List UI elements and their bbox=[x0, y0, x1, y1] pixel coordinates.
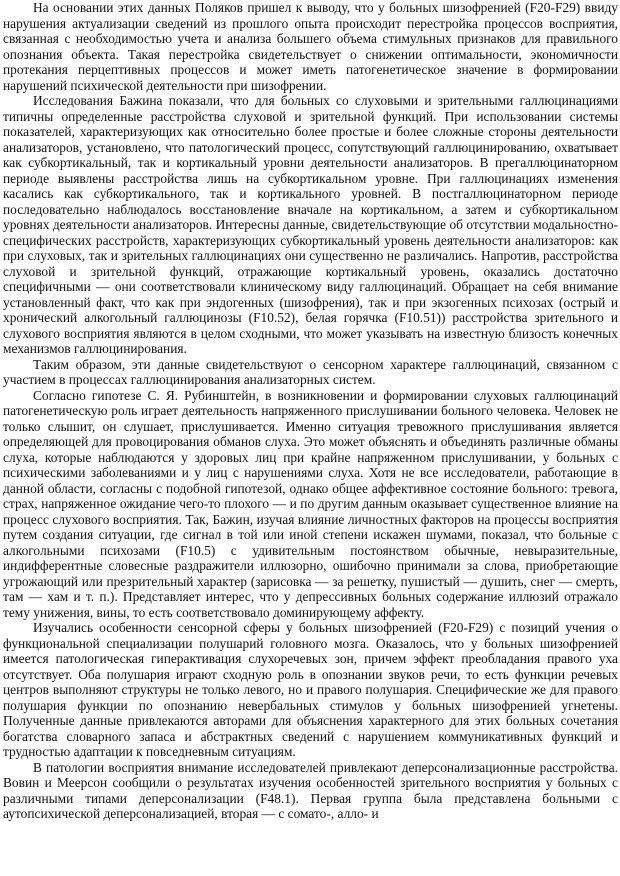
paragraph-rubinstein-hypothesis: Согласно гипотезе С. Я. Рубинштейн, в возникновении и формировании слуховых галлюцинаций патогенетическую роль играет деятельность напряженного прислушивании больного человека. Человек не только слышит, он слушает, прислушивается. Именно ситуация тревожного прислушивания является определяющей для провоцирования обманов слуха. Это может объяснять и объединять различные обманы слуха, которые наблюдаются у здоровых лиц при крайне напряженном прислушивании, у больных с психическими заболеваниями и у лиц с нарушениями слуха. Хотя не все исследователи, работающие в данной области, согласны с подобной гипотезой, однако общее аффективное состояние больного: тревога, страх, напряженное ожидание чего-то плохого — и по другим данным оказывает существенное влияние на процесс слухового восприятия. Так, Бажин, изучая влияние личностных факторов на процессы восприятия путем создания ситуации, где сигнал в той или иной степени искажен шумами, показал, что больные с алкогольными психозами (F10.5) с удивительным постоянством обычные, невыразительные, индифферентные словесные раздражители иллюзорно, ошибочно принимали за слова, приобретающие угрожающий или презрительный характер (зарисовка — за решетку, пушистый — душить, снег — смерть, там — хам и т. п.). Представляет интерес, что у депрессивных больных содержание иллюзий отражало тему унижения, вины, то есть соответствовало доминирующему аффекту. bbox=[3, 387, 618, 620]
paragraph-bazhin-hallucinations: Исследования Бажина показали, что для больных со слуховыми и зрительными галлюцинациями типичны определенные расстройства слуховой и зрительной функций. При использовании системы показателей, характеризующих как относительно более простые и более сложные стороны деятельности анализаторов, установлено, что патологический процесс, сопутствующий галлюцинированию, охватывает как субкортикальный, так и кортикальный уровни деятельности анализаторов. В прегаллюцинаторном периоде выявлены расстройства лишь на субкортикальном уровне. При галлюцинациях изменения касались как субкортикального, так и кортикального уровней. В постгаллюцинаторном периоде последовательно наблюдалось восстановление вначале на кортикальном, а затем и субкортикальном уровнях деятельности анализаторов. Интересны данные, свидетельствующие об отсутствии модальностно-специфических расстройств, характеризующих субкортикальный уровень деятельности анализаторов: как при слуховых, так и зрительных галлюцинациях они существенно не различались. Напротив, расстройства слуховой и зрительной функций, отражающие кортикальный уровень, оказались достаточно специфичными — они соответствовали клиническому виду галлюцинаций. Обращает на себя внимание установленный факт, что как при эндогенных (шизофрения), так и при экзогенных психозах (острый и хронический алкогольный галлюцинозы (F10.52), белая горячка (F10.51)) расстройства зрительного и слухового восприятия являются в целом сходными, что может указывать на известную близость конечных механизмов галлюцинирования. bbox=[3, 93, 618, 356]
paragraph-polyakov-conclusion: На основании этих данных Поляков пришел к выводу, что у больных шизофренией (F20-F29) ввиду нарушения актуализации сведений из прошлого опыта происходит перестройка процессов восприятия, связанная с необходимостью учета и анализа большего объема стимульных признаков для правильного опознания объекта. Такая перестройка свидетельствует о снижении оптимальности, экономичности протекания перцептивных процессов и может иметь патогенетическое значение в формировании нарушений психической деятельности при шизофрении. bbox=[3, 0, 618, 93]
paragraph-hemispheres: Изучались особенности сенсорной сферы у больных шизофренией (F20-F29) с позиций учения о функциональной специализации полушарий головного мозга. Оказалось, что у больных шизофренией имеется патологическая гиперактивация слухоречевых зон, причем эффект преобладания правого уха отсутствует. Оба полушария играют сходную роль в опознании звуков речи, то есть функции речевых центров выполняют структуры не только левого, но и правого полушария. Специфические же для правого полушария функции по опознанию невербальных стимулов у больных шизофренией угнетены. Полученные данные привлекаются авторами для объяснения характерного для этих больных сочетания богатства словарного запаса и абстрактных сведений с нарушением коммуникативных функций и трудностью адаптации к повседневным ситуациям. bbox=[3, 620, 618, 759]
paragraph-depersonalization: В патологии восприятия внимание исследователей привлекают деперсонализационные расстройства. Вовин и Меерсон сообщили о результатах изучения особенностей зрительного восприятия у больных с различными типами деперсонализации (F48.1). Первая группа была представлена больными с аутопсихической деперсонализацией, вторая — с сомато-, алло- и bbox=[3, 759, 618, 821]
paragraph-sensory-character: Таким образом, эти данные свидетельствуют о сенсорном характере галлюцинаций, связанном с участием в процессах галлюцинирования анализаторных систем. bbox=[3, 356, 618, 387]
